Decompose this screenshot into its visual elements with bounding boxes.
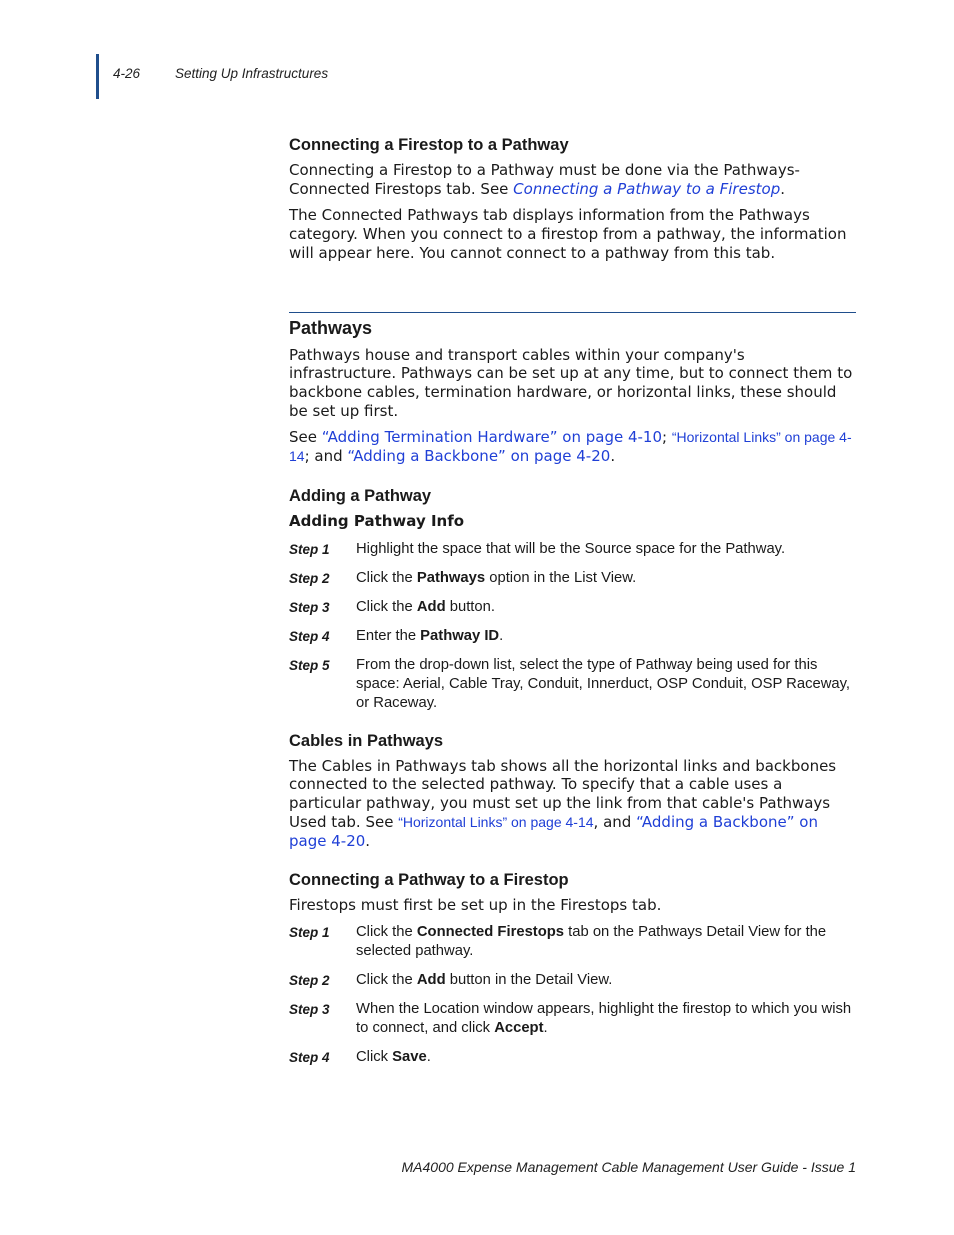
step-label: Step 3 [289, 599, 330, 615]
text: . [499, 627, 504, 644]
link-termination-hardware[interactable]: “Adding Termination Hardware” on page 4-10 [321, 428, 663, 447]
paragraph-see-also [289, 428, 856, 465]
link-horizontal-links[interactable]: “Horizontal Links” on page 4-14 [398, 813, 594, 830]
text: ; [662, 428, 672, 447]
step-item [289, 569, 856, 588]
step-text [356, 1000, 856, 1038]
section-title: Setting Up Infrastructures [175, 66, 329, 81]
heading-connecting-firestop: Connecting a Firestop to a Pathway [289, 136, 569, 154]
text: When the Location window appears, highlight the firestop to which you wish to connect, and click [356, 1000, 852, 1036]
text: Click the [356, 923, 417, 940]
subheading-adding-pathway-info: Adding Pathway Info [289, 511, 465, 530]
text: . [426, 1048, 431, 1065]
step-label: Step 4 [289, 1049, 330, 1065]
text: tab on the Pathways Detail View for the selected pathway. [356, 923, 827, 959]
text: Enter the [356, 627, 421, 644]
main-content [289, 135, 856, 1077]
step-label: Step 2 [289, 972, 330, 988]
section-rule [289, 312, 856, 313]
step-item [289, 540, 856, 559]
step-text [356, 923, 856, 961]
step-label: Step 1 [289, 541, 330, 557]
step-label: Step 3 [289, 1001, 330, 1017]
step-item [289, 1048, 856, 1067]
paragraph: The Connected Pathways tab displays information from the Pathways category. When you connect to a firestop from a pathway, the information will appear here. You cannot connect to a pathway from this tab. [289, 206, 847, 262]
paragraph [289, 757, 856, 851]
paragraph: Pathways house and transport cables within your company's infrastructure. Pathways can be set up at any time, but to connect them to backbone cables, termination hardware, or horizontal links, these should be set up first. [289, 345, 853, 420]
heading-adding-pathway: Adding a Pathway [289, 486, 432, 505]
text: Click the [356, 569, 417, 586]
running-header [113, 66, 328, 81]
paragraph [289, 161, 856, 198]
step-label: Step 2 [289, 570, 330, 586]
text: The Cables in Pathways tab shows all the horizontal links and backbones connected to the selected pathway. To specify that a cable uses a particular pathway, you must set up the link from that cable's Pathways Used tab. See [289, 756, 837, 831]
paragraph: Firestops must first be set up in the Firestops tab. [289, 896, 662, 915]
header-bar [96, 54, 99, 99]
step-item [289, 923, 856, 961]
text: button. [445, 598, 495, 615]
text: option in the List View. [485, 569, 637, 586]
page-number: 4-26 [113, 66, 141, 81]
text-bold: Pathways [416, 569, 486, 586]
step-text [356, 656, 856, 713]
text: Click the [356, 598, 417, 615]
heading-connecting-pathway: Connecting a Pathway to a Firestop [289, 871, 569, 890]
text-bold: Connected Firestops [416, 923, 565, 940]
text-bold: Accept [494, 1019, 544, 1036]
text: . [610, 447, 616, 466]
running-footer: MA4000 Expense Management Cable Management User Guide - Issue 1 [401, 1159, 856, 1175]
text: Highlight the space that will be the Source space for the Pathway. [356, 540, 786, 557]
step-text [356, 540, 856, 559]
text: . [780, 179, 786, 198]
step-text [356, 971, 856, 990]
step-item [289, 971, 856, 990]
link-horizontal-links[interactable]: “Horizontal Links” on page 4-14 [289, 429, 852, 465]
step-text [356, 569, 856, 588]
step-item [289, 598, 856, 617]
link-adding-backbone[interactable]: “Adding a Backbone” on page 4-20 [289, 812, 818, 850]
text: Click the [356, 971, 417, 988]
heading-pathways: Pathways [289, 317, 373, 338]
heading-cables-in-pathways: Cables in Pathways [289, 731, 444, 750]
step-text [356, 1048, 856, 1067]
text: button in the Detail View. [445, 971, 613, 988]
text: Click [356, 1048, 393, 1065]
step-item [289, 656, 856, 713]
step-label: Step 4 [289, 628, 330, 644]
step-text [356, 627, 856, 646]
step-text [356, 598, 856, 617]
text: ; and [304, 447, 348, 466]
step-label: Step 1 [289, 924, 330, 940]
text: , and [593, 812, 637, 831]
text: Connecting a Firestop to a Pathway must be done via the Pathways-Connected Firestops tab. See [289, 161, 800, 198]
text-bold: Add [416, 598, 446, 615]
step-label: Step 5 [289, 657, 330, 673]
step-item [289, 627, 856, 646]
text: From the drop-down list, select the type of Pathway being used for this space: Aerial, Cable Tray, Conduit, Innerduct, OSP Conduit, OSP Raceway, or Raceway. [356, 656, 851, 711]
step-item [289, 1000, 856, 1038]
text: . [365, 831, 371, 850]
text: See [289, 428, 322, 447]
link-connecting-pathway-firestop[interactable]: Connecting a Pathway to a Firestop [513, 179, 781, 198]
link-adding-backbone[interactable]: “Adding a Backbone” on page 4-20 [347, 447, 611, 466]
text: . [543, 1019, 548, 1036]
text-bold: Add [416, 971, 446, 988]
text-bold: Pathway ID [420, 627, 500, 644]
text-bold: Save [392, 1048, 427, 1065]
